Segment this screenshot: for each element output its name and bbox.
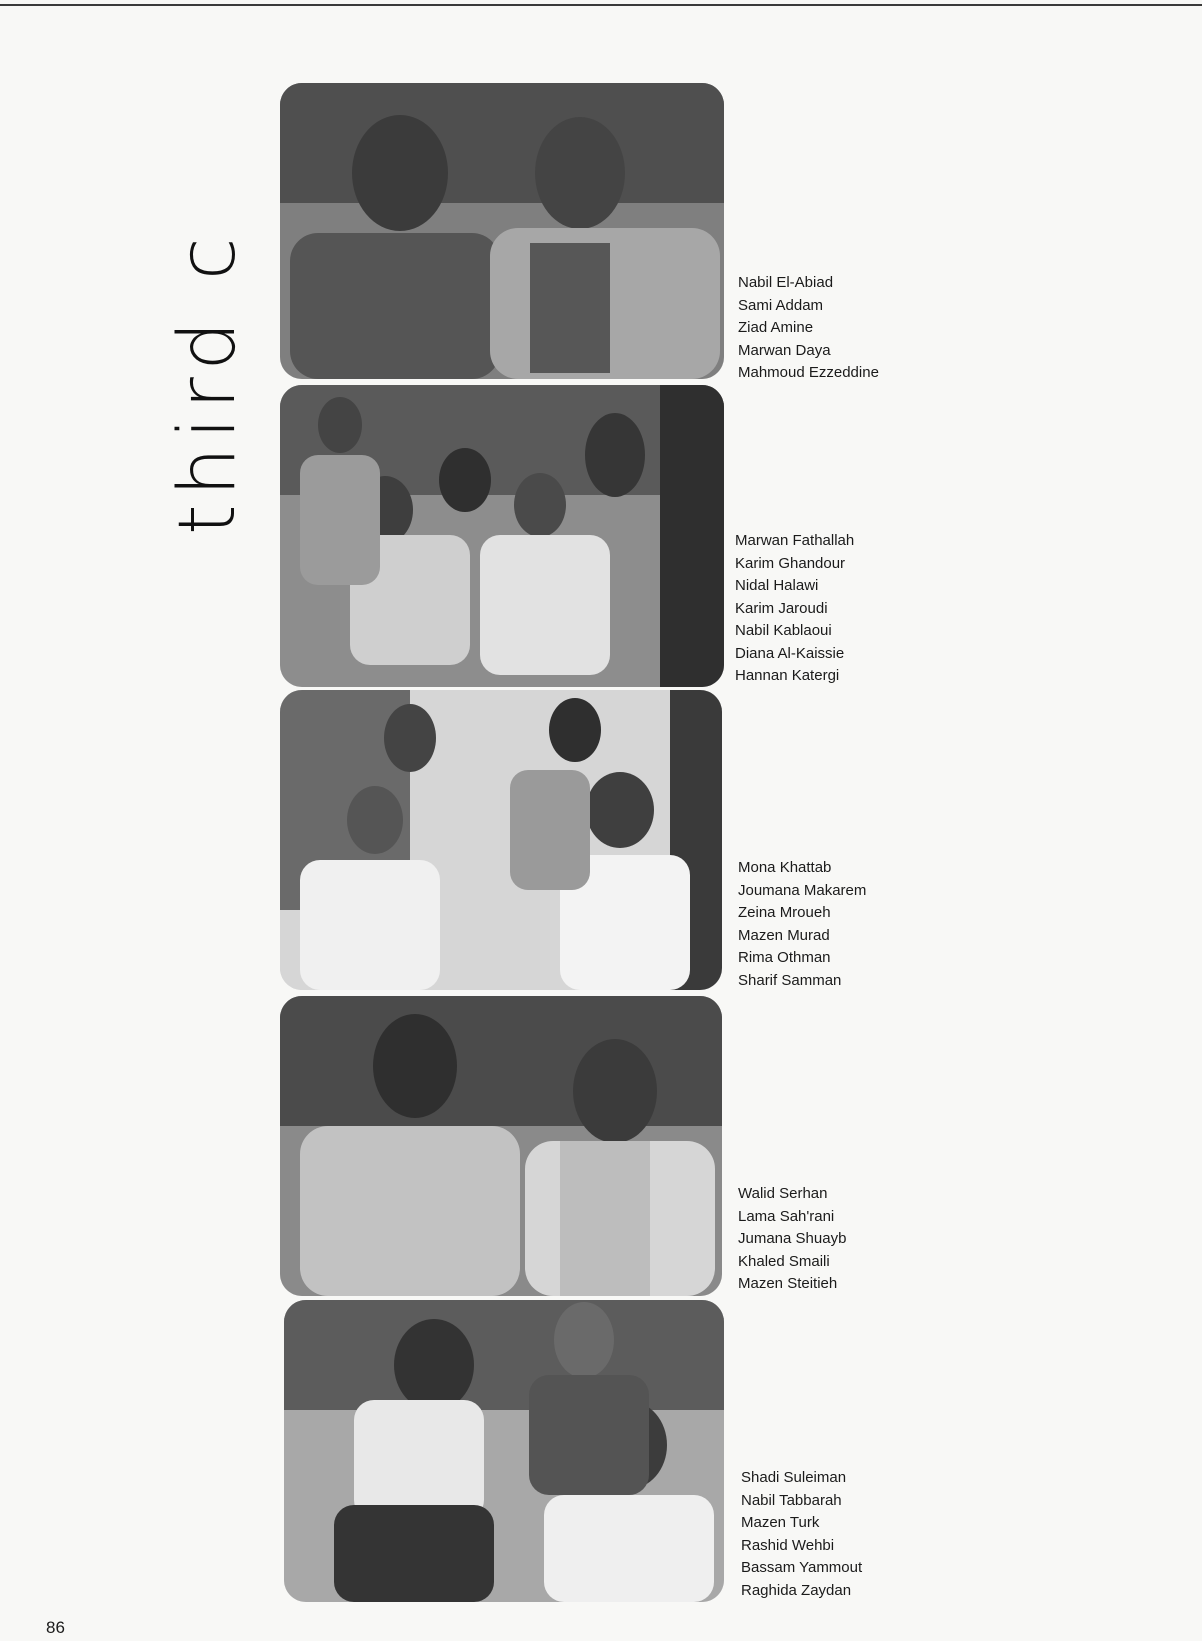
student-name: Shadi Suleiman <box>741 1469 847 1486</box>
group-photo-1 <box>280 83 724 379</box>
student-name: Nabil El-Abiad <box>738 274 834 291</box>
student-name: Marwan Daya <box>738 341 831 359</box>
group-photo-2-image <box>280 385 724 687</box>
student-name: Khaled Smaili <box>738 1252 830 1270</box>
group-photo-4 <box>280 996 722 1296</box>
names-list-5 <box>741 1467 862 1602</box>
names-list-1 <box>738 272 879 385</box>
student-name: Bassam Yammout <box>741 1559 863 1576</box>
student-name: Jumana Shuayb <box>738 1230 847 1247</box>
section-title: third c <box>163 229 253 535</box>
group-photo-5-image <box>284 1300 724 1602</box>
group-photo-4-image <box>280 996 722 1296</box>
group-photo-2 <box>280 385 724 687</box>
page-number: 86 <box>46 1618 65 1637</box>
student-name: Walid Serhan <box>738 1185 828 1202</box>
student-name: Mona Khattab <box>738 859 832 876</box>
group-photo-5 <box>284 1300 724 1602</box>
student-name: Hannan Katergi <box>735 667 840 684</box>
student-name: Joumana Makarem <box>738 881 867 899</box>
names-list-3 <box>738 857 866 992</box>
student-name: Mazen Murad <box>738 926 830 944</box>
student-name: Marwan Fathallah <box>735 532 855 549</box>
student-name: Zeina Mroueh <box>738 904 831 921</box>
section-title-wrap <box>163 215 278 535</box>
student-name: Mazen Turk <box>741 1514 820 1531</box>
student-name: Diana Al-Kaissie <box>735 644 845 662</box>
student-name: Karim Jaroudi <box>735 599 828 617</box>
student-name: Sami Addam <box>738 296 824 314</box>
group-photo-3 <box>280 690 722 990</box>
names-list-4 <box>738 1183 846 1296</box>
student-name: Rashid Wehbi <box>741 1536 835 1554</box>
group-photo-1-image <box>280 83 724 379</box>
student-name: Nidal Halawi <box>735 577 819 594</box>
student-name: Karim Ghandour <box>735 554 846 572</box>
top-rule <box>0 4 1202 6</box>
student-name: Rima Othman <box>738 949 831 966</box>
student-name: Mazen Steitieh <box>738 1275 838 1292</box>
student-name: Raghida Zaydan <box>741 1581 852 1599</box>
student-name: Mahmoud Ezzeddine <box>738 364 879 381</box>
student-name: Ziad Amine <box>738 319 814 336</box>
names-list-2 <box>735 530 854 688</box>
student-name: Nabil Tabbarah <box>741 1491 842 1509</box>
student-name: Nabil Kablaoui <box>735 622 832 639</box>
student-name: Sharif Samman <box>738 971 842 989</box>
group-photo-3-image <box>280 690 722 990</box>
student-name: Lama Sah'rani <box>738 1207 835 1225</box>
